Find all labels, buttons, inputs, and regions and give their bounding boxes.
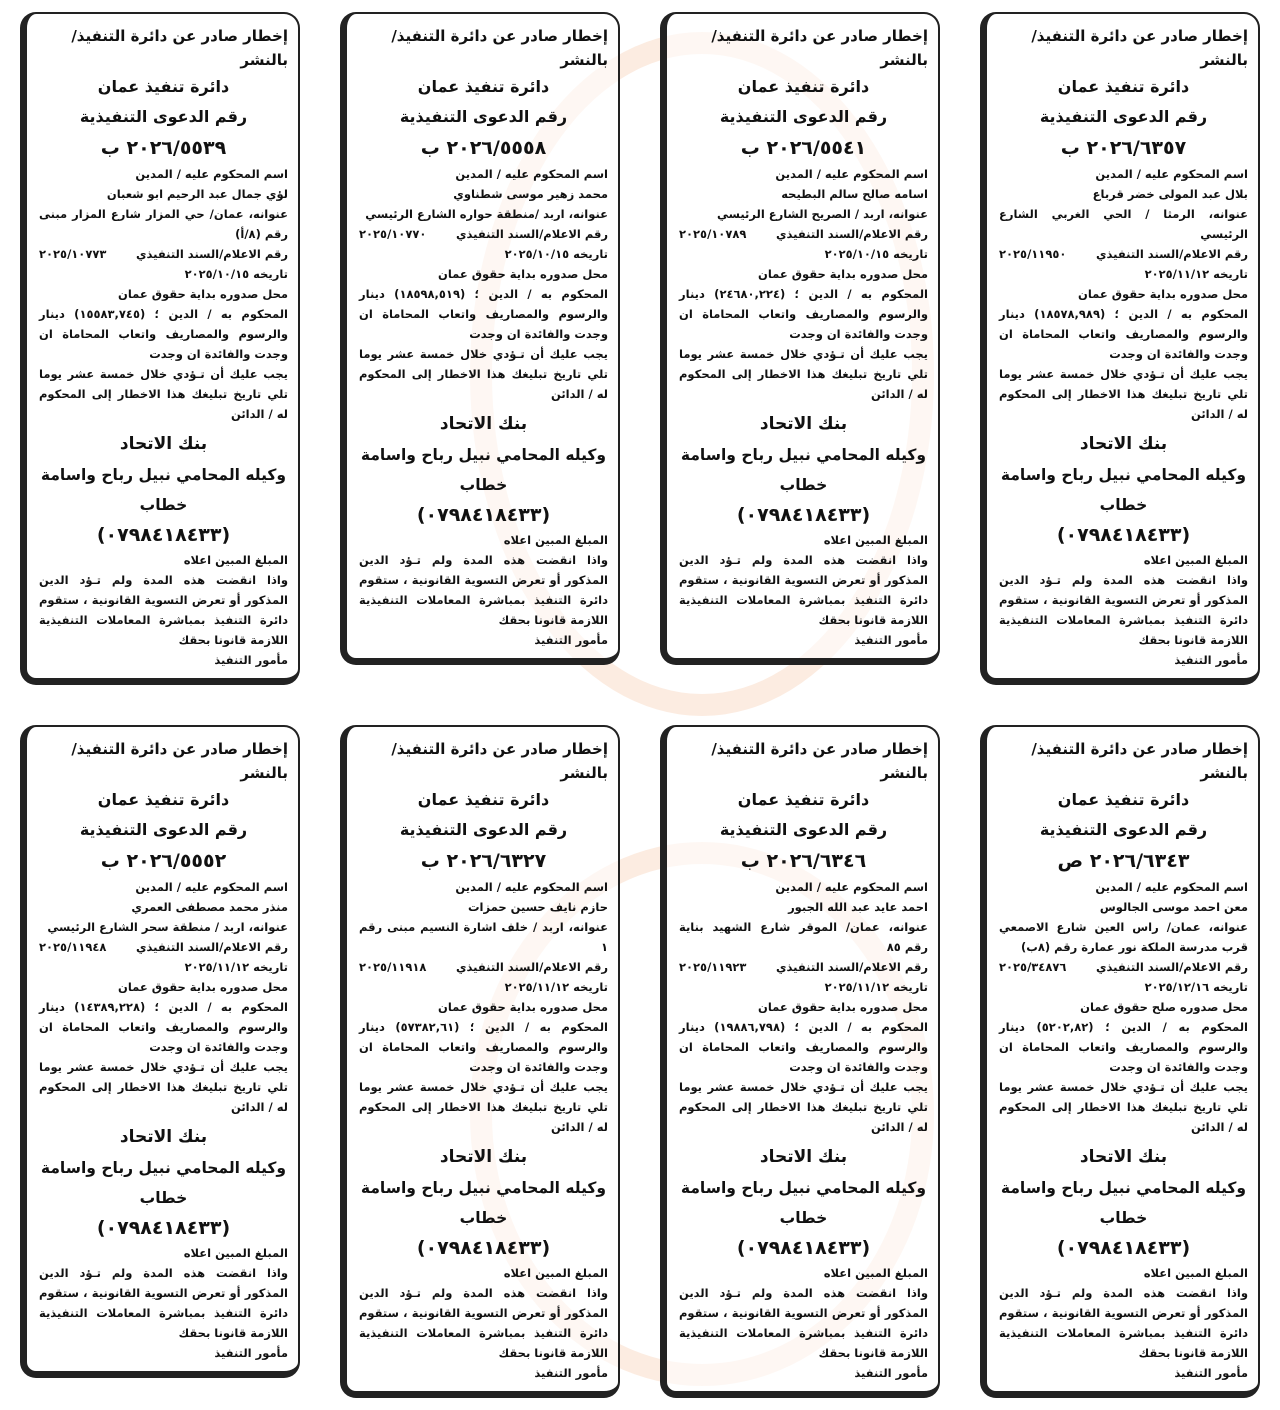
case-number: ٢٠٢٦/٥٥٤١ ب	[740, 137, 867, 159]
court-label: محل صدوره	[1180, 287, 1248, 301]
address: اربد / منطقة سحر الشارع الرئيسي	[47, 920, 245, 934]
amount-stated: المبلغ المبين اعلاه	[823, 533, 928, 547]
case-label: رقم الدعوى التنفيذية	[399, 820, 568, 839]
must-pay-text: يجب عليك أن تـؤدي خلال خمسة عشر يوما تلي تاريخ تبليغك هذا الاخطار إلى المحكوم له / الدائن	[359, 347, 608, 401]
must-pay-text: يجب عليك أن تـؤدي خلال خمسة عشر يوما تلي تاريخ تبليغك هذا الاخطار إلى المحكوم له / الدائن	[39, 1060, 288, 1114]
amount-line	[39, 997, 288, 1057]
amount-line	[359, 1017, 608, 1077]
amount-label: المحكوم به / الدين ؛	[794, 287, 928, 301]
date-line	[359, 977, 608, 997]
fees: والرسوم والمصاريف واتعاب المحاماة ان وجدت والفائدة ان وجدت	[999, 327, 1248, 361]
warning-text: واذا انقضت هذه المدة ولم تـؤد الدين المذكور أو تعرض التسوية القانونية ، ستقوم دائرة التنفيذ بمباشرة المعاملات التنفيذية اللازمة قانونا بحقك	[679, 1286, 928, 1360]
notice-number-line	[999, 957, 1248, 977]
date-line	[999, 977, 1248, 997]
address-label: عنوانه،	[1208, 207, 1248, 221]
address-line	[999, 917, 1248, 957]
lawyer-name: وكيله المحامي نبيل رباح واسامة خطاب	[40, 1159, 287, 1207]
must-pay-text: يجب عليك أن تـؤدي خلال خمسة عشر يوما تلي تاريخ تبليغك هذا الاخطار إلى المحكوم له / الدائن	[359, 1080, 608, 1134]
case-number: ٢٠٢٦/٥٥٣٩ ب	[100, 137, 227, 159]
court: بداية حقوق عمان	[438, 1000, 536, 1014]
fees: والرسوم والمصاريف واتعاب المحاماة ان وجدت والفائدة ان وجدت	[679, 307, 928, 341]
must-pay-text: يجب عليك أن تـؤدي خلال خمسة عشر يوما تلي تاريخ تبليغك هذا الاخطار إلى المحكوم له / الدائن	[679, 347, 928, 401]
department: دائرة تنفيذ عمان	[417, 77, 550, 96]
court: بداية حقوق عمان	[438, 267, 536, 281]
officer-signature: مأمور التنفيذ	[854, 1366, 928, 1380]
notice-number: ٢٠٢٥/١١٩١٨	[359, 960, 427, 974]
must-pay-text: يجب عليك أن تـؤدي خلال خمسة عشر يوما تلي تاريخ تبليغك هذا الاخطار إلى المحكوم له / الدائن	[39, 367, 288, 421]
court-line	[359, 264, 608, 284]
department: دائرة تنفيذ عمان	[97, 77, 230, 96]
department: دائرة تنفيذ عمان	[1057, 790, 1190, 809]
phone-number: (٠٧٩٨٤١٨٤٣٣)	[1056, 1237, 1191, 1259]
notice-number: ٢٠٢٥/١١٩٢٣	[679, 960, 747, 974]
notice-header: إخطار صادر عن دائرة التنفيذ/ بالنشر	[711, 27, 928, 69]
date: ٢٠٢٥/١٠/١٥	[824, 247, 890, 261]
address: اربد / خلف اشارة النسيم مبنى رقم ١	[359, 920, 608, 954]
fees: والرسوم والمصاريف واتعاب المحاماة ان وجدت والفائدة ان وجدت	[999, 1040, 1248, 1074]
amount-stated: المبلغ المبين اعلاه	[183, 553, 288, 567]
court-label: محل صدوره	[860, 267, 928, 281]
date-label: تاريخه	[1213, 980, 1248, 994]
date: ٢٠٢٥/١١/١٢	[184, 960, 250, 974]
court-line	[679, 997, 928, 1017]
debtor-label: اسم المحكوم عليه / المدين	[775, 880, 928, 894]
currency: دينار	[359, 1020, 385, 1034]
address-line	[679, 917, 928, 957]
notice-number: ٢٠٢٥/١١٩٤٨	[39, 940, 107, 954]
court-line	[359, 997, 608, 1017]
currency: دينار	[999, 1020, 1025, 1034]
lawyer-name: وكيله المحامي نبيل رباح واسامة خطاب	[360, 446, 607, 494]
amount-label: المحكوم به / الدين ؛	[154, 1000, 288, 1014]
court-label: محل صدوره	[1180, 1000, 1248, 1014]
notice-header: إخطار صادر عن دائرة التنفيذ/ بالنشر	[711, 740, 928, 782]
notice-header: إخطار صادر عن دائرة التنفيذ/ بالنشر	[71, 27, 288, 69]
bank-name: بنك الاتحاد	[759, 414, 848, 434]
fees: والرسوم والمصاريف واتعاب المحاماة ان وجدت والفائدة ان وجدت	[359, 1040, 608, 1074]
notice-number: ٢٠٢٥/١٠٧٧٣	[39, 247, 107, 261]
amount-line	[679, 1017, 928, 1077]
amount-label: المحكوم به / الدين ؛	[154, 307, 288, 321]
amount: (٢٤٦٨٠,٢٢٤)	[714, 287, 786, 301]
address: اربد /منطقة حواره الشارع الرئيسي	[365, 207, 565, 221]
court-line	[39, 284, 288, 304]
notice-box	[980, 725, 1260, 1398]
court: بداية حقوق عمان	[118, 287, 216, 301]
amount: (١٨٥٧٨,٩٨٩)	[1034, 307, 1106, 321]
case-label: رقم الدعوى التنفيذية	[719, 820, 888, 839]
date: ٢٠٢٥/١١/١٢	[504, 980, 570, 994]
fees: والرسوم والمصاريف واتعاب المحاماة ان وجدت والفائدة ان وجدت	[679, 1040, 928, 1074]
case-number: ٢٠٢٦/٥٥٥٨ ب	[420, 137, 547, 159]
officer-signature: مأمور التنفيذ	[534, 633, 608, 647]
notice-number-line	[359, 224, 608, 244]
notice-box	[980, 12, 1260, 685]
case-label: رقم الدعوى التنفيذية	[79, 820, 248, 839]
date-line	[39, 957, 288, 977]
date: ٢٠٢٥/١٢/١٦	[1144, 980, 1210, 994]
bank-name: بنك الاتحاد	[1079, 1147, 1168, 1167]
phone-number: (٠٧٩٨٤١٨٤٣٣)	[1056, 524, 1191, 546]
warning-text: واذا انقضت هذه المدة ولم تـؤد الدين المذكور أو تعرض التسوية القانونية ، ستقوم دائرة التنفيذ بمباشرة المعاملات التنفيذية اللازمة قانونا بحقك	[39, 573, 288, 647]
court-line	[999, 997, 1248, 1017]
amount-label: المحكوم به / الدين ؛	[474, 287, 608, 301]
address-line	[39, 204, 288, 244]
address-label: عنوانه،	[568, 920, 608, 934]
bank-name: بنك الاتحاد	[119, 434, 208, 454]
notice-number-line	[39, 244, 288, 264]
date-line	[999, 264, 1248, 284]
notice-header: إخطار صادر عن دائرة التنفيذ/ بالنشر	[1031, 27, 1248, 69]
case-number: ٢٠٢٦/٦٣٢٧ ب	[420, 850, 547, 872]
department: دائرة تنفيذ عمان	[417, 790, 550, 809]
case-number: ٢٠٢٦/٦٣٤٣ ص	[1057, 850, 1190, 872]
lawyer-name: وكيله المحامي نبيل رباح واسامة خطاب	[1000, 466, 1247, 514]
notice-box	[340, 725, 620, 1398]
must-pay-text: يجب عليك أن تـؤدي خلال خمسة عشر يوما تلي تاريخ تبليغك هذا الاخطار إلى المحكوم له / الدائن	[999, 367, 1248, 421]
amount-stated: المبلغ المبين اعلاه	[1143, 1266, 1248, 1280]
bank-name: بنك الاتحاد	[439, 1147, 528, 1167]
bank-name: بنك الاتحاد	[439, 414, 528, 434]
address-line	[679, 204, 928, 224]
amount: (١٥٥٨٣,٧٤٥)	[74, 307, 146, 321]
currency: دينار	[359, 287, 385, 301]
notice-label: رقم الاعلام/السند التنفيذي	[456, 227, 608, 241]
notice-number: ٢٠٢٥/١٠٧٧٠	[359, 227, 427, 241]
date-label: تاريخه	[253, 267, 288, 281]
date: ٢٠٢٥/١٠/١٥	[184, 267, 250, 281]
phone-number: (٠٧٩٨٤١٨٤٣٣)	[736, 504, 871, 526]
date-line	[679, 244, 928, 264]
officer-signature: مأمور التنفيذ	[854, 633, 928, 647]
notice-header: إخطار صادر عن دائرة التنفيذ/ بالنشر	[71, 740, 288, 782]
notice-label: رقم الاعلام/السند التنفيذي	[1096, 960, 1248, 974]
debtor-name: لؤي جمال عبد الرحيم ابو شعبان	[106, 187, 288, 201]
notice-box	[660, 12, 940, 665]
court-label: محل صدوره	[860, 1000, 928, 1014]
warning-text: واذا انقضت هذه المدة ولم تـؤد الدين المذكور أو تعرض التسوية القانونية ، ستقوم دائرة التنفيذ بمباشرة المعاملات التنفيذية اللازمة قانونا بحقك	[39, 1266, 288, 1340]
debtor-label: اسم المحكوم عليه / المدين	[135, 167, 288, 181]
address-label: عنوانه،	[248, 920, 288, 934]
debtor-name: حازم نايف حسين حمزات	[468, 900, 608, 914]
debtor-name: منذر محمد مصطفى العمري	[131, 900, 288, 914]
currency: دينار	[679, 287, 705, 301]
amount: (١٩٨٨٦,٧٩٨)	[714, 1020, 786, 1034]
phone-number: (٠٧٩٨٤١٨٤٣٣)	[416, 1237, 551, 1259]
address-label: عنوانه،	[568, 207, 608, 221]
court: بداية حقوق عمان	[118, 980, 216, 994]
court-line	[679, 264, 928, 284]
amount-stated: المبلغ المبين اعلاه	[1143, 553, 1248, 567]
court-label: محل صدوره	[220, 980, 288, 994]
currency: دينار	[39, 1000, 65, 1014]
officer-signature: مأمور التنفيذ	[214, 653, 288, 667]
date-label: تاريخه	[573, 980, 608, 994]
fees: والرسوم والمصاريف واتعاب المحاماة ان وجدت والفائدة ان وجدت	[39, 1020, 288, 1054]
address-line	[359, 204, 608, 224]
date-line	[359, 244, 608, 264]
notice-label: رقم الاعلام/السند التنفيذي	[776, 960, 928, 974]
amount-stated: المبلغ المبين اعلاه	[503, 533, 608, 547]
amount: (٥٧٣٨٢,٦١)	[395, 1020, 460, 1034]
notice-label: رقم الاعلام/السند التنفيذي	[1096, 247, 1248, 261]
address-label: عنوانه،	[1208, 920, 1248, 934]
address-label: عنوانه،	[248, 207, 288, 221]
notice-label: رقم الاعلام/السند التنفيذي	[136, 940, 288, 954]
court-label: محل صدوره	[540, 1000, 608, 1014]
notice-header: إخطار صادر عن دائرة التنفيذ/ بالنشر	[391, 740, 608, 782]
address-line	[999, 204, 1248, 244]
amount-line	[39, 304, 288, 364]
court-line	[999, 284, 1248, 304]
case-number: ٢٠٢٦/٥٥٥٢ ب	[100, 850, 227, 872]
debtor-name: معن احمد موسى الجالوس	[1099, 900, 1248, 914]
debtor-name: اسامه صالح سالم البطيحه	[781, 187, 928, 201]
address: الرمثا / الحي الغربي الشارع الرئيسي	[999, 207, 1248, 241]
amount: (٥٢٠٢,٨٢)	[1036, 1020, 1094, 1034]
amount-line	[999, 304, 1248, 364]
date-label: تاريخه	[573, 247, 608, 261]
date-line	[39, 264, 288, 284]
debtor-label: اسم المحكوم عليه / المدين	[775, 167, 928, 181]
court-label: محل صدوره	[220, 287, 288, 301]
amount: (١٨٥٩٨,٥١٩)	[394, 287, 466, 301]
case-number: ٢٠٢٦/٦٣٤٦ ب	[740, 850, 867, 872]
amount-line	[679, 284, 928, 344]
notice-number-line	[359, 957, 608, 977]
case-label: رقم الدعوى التنفيذية	[719, 107, 888, 126]
address: عمان/ حي المزار شارع المزار مبنى رقم (٨/أ)	[39, 207, 288, 241]
address: اربد / الصريح الشارع الرئيسي	[717, 207, 885, 221]
currency: دينار	[679, 1020, 705, 1034]
department: دائرة تنفيذ عمان	[1057, 77, 1190, 96]
amount-label: المحكوم به / الدين ؛	[1105, 1020, 1248, 1034]
officer-signature: مأمور التنفيذ	[1174, 1366, 1248, 1380]
court-label: محل صدوره	[540, 267, 608, 281]
address: عمان/ راس العين شارع الاصمعي قرب مدرسة الملكة نور عمارة رقم (٨ب)	[999, 920, 1248, 954]
bank-name: بنك الاتحاد	[119, 1127, 208, 1147]
date-label: تاريخه	[1213, 267, 1248, 281]
debtor-label: اسم المحكوم عليه / المدين	[1095, 880, 1248, 894]
phone-number: (٠٧٩٨٤١٨٤٣٣)	[736, 1237, 871, 1259]
notice-number-line	[679, 224, 928, 244]
notice-number-line	[679, 957, 928, 977]
notice-label: رقم الاعلام/السند التنفيذي	[456, 960, 608, 974]
phone-number: (٠٧٩٨٤١٨٤٣٣)	[416, 504, 551, 526]
currency: دينار	[39, 307, 65, 321]
notice-box	[20, 725, 300, 1378]
warning-text: واذا انقضت هذه المدة ولم تـؤد الدين المذكور أو تعرض التسوية القانونية ، ستقوم دائرة التنفيذ بمباشرة المعاملات التنفيذية اللازمة قانونا بحقك	[999, 1286, 1248, 1360]
address-label: عنوانه،	[888, 920, 928, 934]
address-line	[39, 917, 288, 937]
currency: دينار	[999, 307, 1025, 321]
notices-grid	[20, 12, 1260, 1398]
court-line	[39, 977, 288, 997]
court: بداية حقوق عمان	[758, 267, 856, 281]
bank-name: بنك الاتحاد	[759, 1147, 848, 1167]
notice-box	[660, 725, 940, 1398]
address-label: عنوانه،	[888, 207, 928, 221]
case-label: رقم الدعوى التنفيذية	[79, 107, 248, 126]
case-label: رقم الدعوى التنفيذية	[1039, 107, 1208, 126]
debtor-name: بلال عبد المولى خضر قرباع	[1092, 187, 1248, 201]
debtor-label: اسم المحكوم عليه / المدين	[455, 167, 608, 181]
notice-number: ٢٠٢٥/١١٩٥٠	[999, 247, 1067, 261]
address: عمان/ الموقر شارع الشهيد بناية رقم ٨٥	[679, 920, 928, 954]
fees: والرسوم والمصاريف واتعاب المحاماة ان وجدت والفائدة ان وجدت	[359, 307, 608, 341]
notice-number-line	[39, 937, 288, 957]
notice-box	[20, 12, 300, 685]
lawyer-name: وكيله المحامي نبيل رباح واسامة خطاب	[680, 446, 927, 494]
officer-signature: مأمور التنفيذ	[214, 1346, 288, 1360]
debtor-name: محمد زهير موسى شطناوي	[453, 187, 608, 201]
fees: والرسوم والمصاريف واتعاب المحاماة ان وجدت والفائدة ان وجدت	[39, 327, 288, 361]
amount-stated: المبلغ المبين اعلاه	[183, 1246, 288, 1260]
amount: (١٤٣٨٩,٢٢٨)	[74, 1000, 146, 1014]
phone-number: (٠٧٩٨٤١٨٤٣٣)	[96, 1217, 231, 1239]
lawyer-name: وكيله المحامي نبيل رباح واسامة خطاب	[1000, 1179, 1247, 1227]
notice-header: إخطار صادر عن دائرة التنفيذ/ بالنشر	[1031, 740, 1248, 782]
amount-label: المحكوم به / الدين ؛	[1114, 307, 1248, 321]
address-line	[359, 917, 608, 957]
notice-number: ٢٠٢٥/١٠٧٨٩	[679, 227, 747, 241]
debtor-label: اسم المحكوم عليه / المدين	[135, 880, 288, 894]
debtor-label: اسم المحكوم عليه / المدين	[455, 880, 608, 894]
officer-signature: مأمور التنفيذ	[534, 1366, 608, 1380]
case-label: رقم الدعوى التنفيذية	[399, 107, 568, 126]
case-label: رقم الدعوى التنفيذية	[1039, 820, 1208, 839]
must-pay-text: يجب عليك أن تـؤدي خلال خمسة عشر يوما تلي تاريخ تبليغك هذا الاخطار إلى المحكوم له / الدائن	[999, 1080, 1248, 1134]
amount-stated: المبلغ المبين اعلاه	[503, 1266, 608, 1280]
notice-box	[340, 12, 620, 665]
date-label: تاريخه	[893, 980, 928, 994]
case-number: ٢٠٢٦/٦٣٥٧ ب	[1060, 137, 1187, 159]
amount-line	[359, 284, 608, 344]
lawyer-name: وكيله المحامي نبيل رباح واسامة خطاب	[40, 466, 287, 514]
amount-stated: المبلغ المبين اعلاه	[823, 1266, 928, 1280]
date: ٢٠٢٥/١١/١٢	[1144, 267, 1210, 281]
amount-line	[999, 1017, 1248, 1077]
notice-header: إخطار صادر عن دائرة التنفيذ/ بالنشر	[391, 27, 608, 69]
amount-label: المحكوم به / الدين ؛	[469, 1020, 608, 1034]
warning-text: واذا انقضت هذه المدة ولم تـؤد الدين المذكور أو تعرض التسوية القانونية ، ستقوم دائرة التنفيذ بمباشرة المعاملات التنفيذية اللازمة قانونا بحقك	[999, 573, 1248, 647]
phone-number: (٠٧٩٨٤١٨٤٣٣)	[96, 524, 231, 546]
court: صلح حقوق عمان	[1080, 1000, 1176, 1014]
date-line	[679, 977, 928, 997]
date-label: تاريخه	[893, 247, 928, 261]
warning-text: واذا انقضت هذه المدة ولم تـؤد الدين المذكور أو تعرض التسوية القانونية ، ستقوم دائرة التنفيذ بمباشرة المعاملات التنفيذية اللازمة قانونا بحقك	[679, 553, 928, 627]
must-pay-text: يجب عليك أن تـؤدي خلال خمسة عشر يوما تلي تاريخ تبليغك هذا الاخطار إلى المحكوم له / الدائن	[679, 1080, 928, 1134]
debtor-name: احمد عايد عبد الله الجبور	[788, 900, 928, 914]
date: ٢٠٢٥/١٠/١٥	[504, 247, 570, 261]
court: بداية حقوق عمان	[758, 1000, 856, 1014]
notice-label: رقم الاعلام/السند التنفيذي	[136, 247, 288, 261]
date: ٢٠٢٥/١١/١٢	[824, 980, 890, 994]
lawyer-name: وكيله المحامي نبيل رباح واسامة خطاب	[680, 1179, 927, 1227]
notice-label: رقم الاعلام/السند التنفيذي	[776, 227, 928, 241]
warning-text: واذا انقضت هذه المدة ولم تـؤد الدين المذكور أو تعرض التسوية القانونية ، ستقوم دائرة التنفيذ بمباشرة المعاملات التنفيذية اللازمة قانونا بحقك	[359, 1286, 608, 1360]
department: دائرة تنفيذ عمان	[737, 77, 870, 96]
debtor-label: اسم المحكوم عليه / المدين	[1095, 167, 1248, 181]
officer-signature: مأمور التنفيذ	[1174, 653, 1248, 667]
department: دائرة تنفيذ عمان	[97, 790, 230, 809]
amount-label: المحكوم به / الدين ؛	[794, 1020, 928, 1034]
date-label: تاريخه	[253, 960, 288, 974]
notice-number-line	[999, 244, 1248, 264]
bank-name: بنك الاتحاد	[1079, 434, 1168, 454]
notice-number: ٢٠٢٥/٣٤٨٧٦	[999, 960, 1067, 974]
department: دائرة تنفيذ عمان	[737, 790, 870, 809]
court: بداية حقوق عمان	[1078, 287, 1176, 301]
warning-text: واذا انقضت هذه المدة ولم تـؤد الدين المذكور أو تعرض التسوية القانونية ، ستقوم دائرة التنفيذ بمباشرة المعاملات التنفيذية اللازمة قانونا بحقك	[359, 553, 608, 627]
lawyer-name: وكيله المحامي نبيل رباح واسامة خطاب	[360, 1179, 607, 1227]
